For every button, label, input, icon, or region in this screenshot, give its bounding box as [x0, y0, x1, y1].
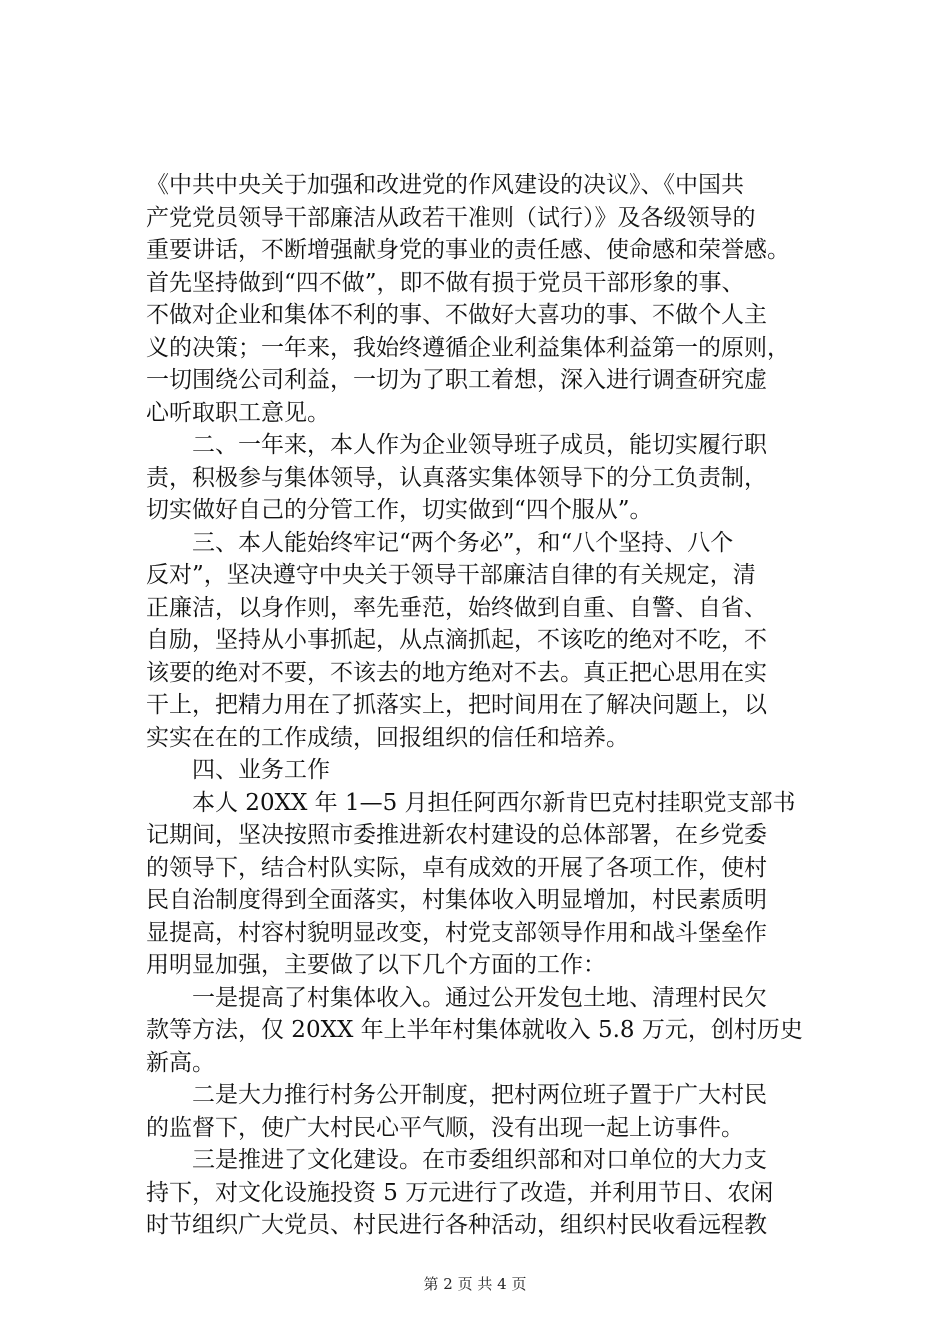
text-line: 显提高，村容村貌明显改变，村党支部领导作用和战斗堡垒作	[146, 919, 767, 946]
text-line: 款等方法，仅 20XX 年上半年村集体就收入 5.8 万元，创村历史	[146, 1017, 803, 1043]
text-line: 反对”，坚决遵守中央关于领导干部廉洁自律的有关规定，清	[146, 562, 756, 588]
text-line: 三、本人能始终牢记“两个务必”，和“八个坚持、八个	[146, 529, 734, 556]
text-line: 责，积极参与集体领导，认真落实集体领导下的分工负责制，	[146, 464, 767, 491]
text-line: 心听取职工意见。	[146, 399, 330, 426]
text-line: 时节组织广大党员、村民进行各种活动，组织村民收看远程教	[146, 1212, 767, 1238]
text-line: 重要讲话，不断增强献身党的事业的责任感、使命感和荣誉感。	[146, 237, 790, 263]
text-line: 一切围绕公司利益，一切为了职工着想，深入进行调查研究虚	[146, 367, 767, 393]
text-line: 本人 20XX 年 1—5 月担任阿西尔新肯巴克村挂职党支部书	[146, 789, 796, 816]
text-line: 新高。	[146, 1049, 215, 1076]
text-line: 正廉洁，以身作则，率先垂范，始终做到自重、自警、自省、	[146, 594, 767, 621]
text-line: 二、一年来，本人作为企业领导班子成员，能切实履行职	[146, 432, 767, 458]
text-line: 产党党员领导干部廉洁从政若干准则（试行）》及各级领导的	[146, 204, 756, 231]
text-line: 该要的绝对不要，不该去的地方绝对不去。真正把心思用在实	[146, 659, 767, 686]
text-line: 干上，把精力用在了抓落实上，把时间用在了解决问题上，以	[146, 692, 767, 718]
text-line: 二是大力推行村务公开制度，把村两位班子置于广大村民	[146, 1082, 767, 1108]
text-line: 的领导下，结合村队实际，卓有成效的开展了各项工作，使村	[146, 854, 767, 881]
text-line: 自励，坚持从小事抓起，从点滴抓起，不该吃的绝对不吃，不	[146, 627, 767, 653]
text-line: 一是提高了村集体收入。通过公开发包土地、清理村民欠	[146, 984, 767, 1011]
text-line: 义的决策；一年来，我始终遵循企业利益集体利益第一的原则，	[146, 334, 790, 361]
text-line: 持下，对文化设施投资 5 万元进行了改造，并利用节日、农闲	[146, 1179, 774, 1206]
text-line: 首先坚持做到“四不做”，即不做有损于党员干部形象的事、	[146, 269, 745, 296]
text-line: 实实在在的工作成绩，回报组织的信任和培养。	[146, 724, 629, 751]
text-line: 不做对企业和集体不利的事、不做好大喜功的事、不做个人主	[146, 302, 767, 328]
page-footer	[0, 1273, 950, 1294]
text-line: 《中共中央关于加强和改进党的作风建设的决议》、《中国共	[146, 172, 744, 198]
text-line: 记期间，坚决按照市委推进新农村建设的总体部署，在乡党委	[146, 822, 767, 848]
text-line: 用明显加强，主要做了以下几个方面的工作：	[146, 952, 606, 978]
page-number-label: 第 2 页 共 4 页	[423, 1275, 527, 1293]
text-line: 的监督下，使广大村民心平气顺，没有出现一起上访事件。	[146, 1114, 744, 1141]
text-line: 切实做好自己的分管工作，切实做到“四个服从”。	[146, 497, 653, 523]
section-heading: 四、业务工作	[146, 757, 330, 783]
document-body	[146, 169, 836, 1242]
text-line: 民自治制度得到全面落实，村集体收入明显增加，村民素质明	[146, 887, 767, 913]
text-line: 三是推进了文化建设。在市委组织部和对口单位的大力支	[146, 1147, 767, 1173]
